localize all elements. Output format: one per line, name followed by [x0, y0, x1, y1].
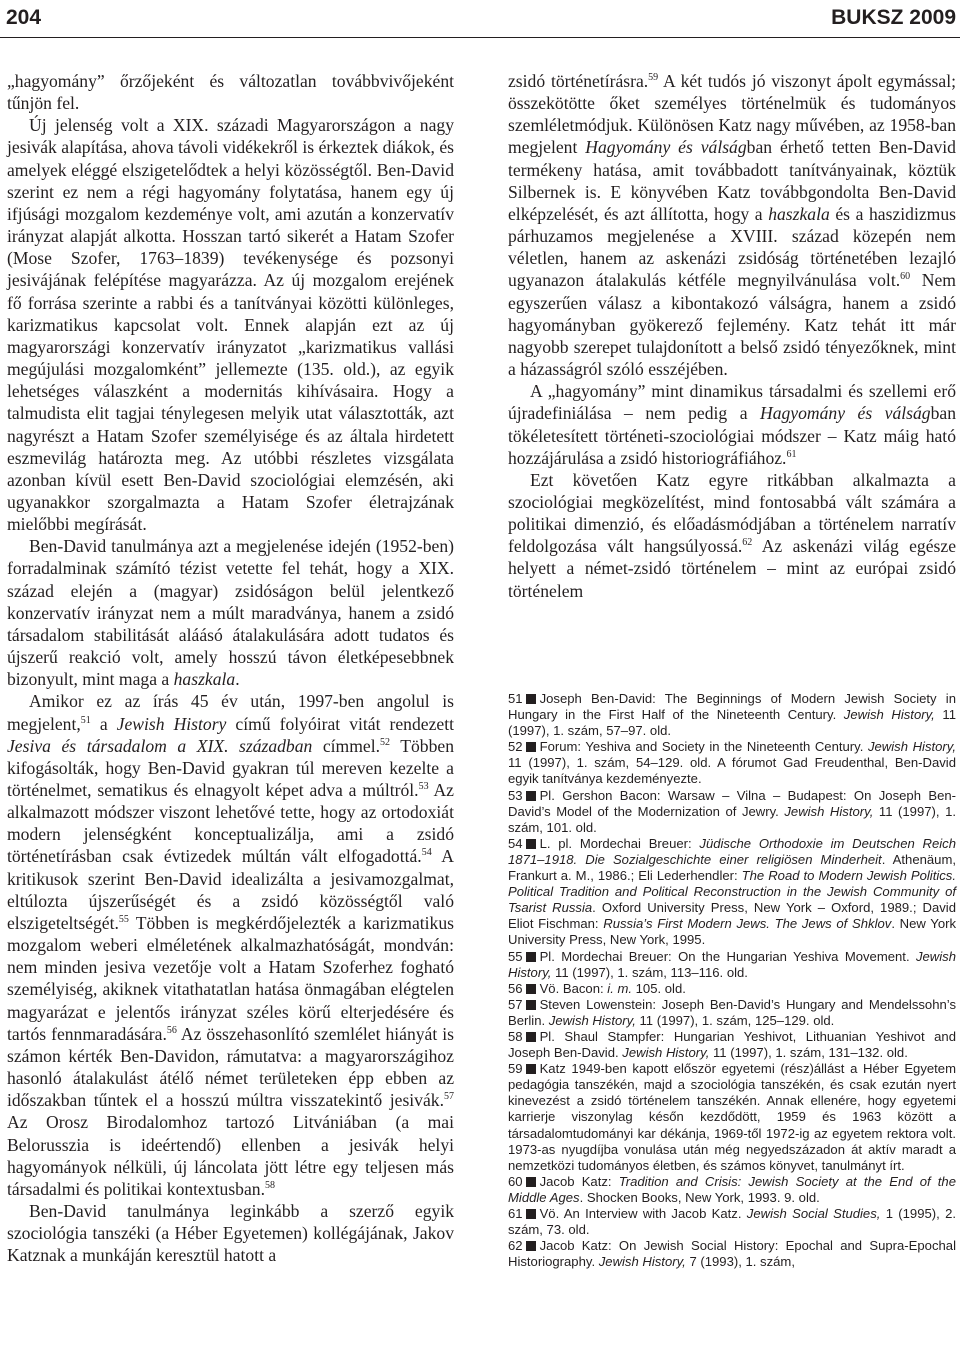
body-paragraph: Ben-David tanulmánya azt a megjelenése idején (1952-ben) forradalminak számító tézist vetette fel tehát, hogy a XIX. század elején a (magyar) zsidóságon belül jelentkező konzervatív irányzat nem a múlt maradványa, hanem a zsidó társadalom stabilitását aláásó átalakulására adott tudatos és újszerű reakció volt, amely hosszú távon életképesebbnek bizonyult, mint maga a haszkala. [7, 536, 454, 690]
left-column [7, 70, 454, 1266]
body-paragraph: Ezt követően Katz egyre ritkábban alkalmazta a szociológiai megközelítést, mind fontosabbá vált számára a politikai dimenzió, és előadásmódjában a történelem narratív feldolgozása vált hangsúlyossá.$^{62}$ Az askenázi világ egésze helyett a német-zsidó történelem – mint az európai zsidó történelem [508, 469, 957, 601]
footnote [508, 1174, 956, 1206]
footnote [508, 1061, 956, 1174]
footnote-square-icon [526, 1177, 536, 1187]
footnote-number: 59 [508, 1061, 523, 1077]
footnote [508, 836, 956, 949]
footnote-text: Steven Lowenstein: Joseph Ben-David’s Hungary and Mendelssohn’s Berlin. Jewish History, 11 (1997), 1. szám, 125–129. old. [508, 996, 956, 1028]
footnote-text: Joseph Ben-David: The Beginnings of Modern Jewish Society in Hungary in the First Half of the Nineteenth Century. Jewish History, 11 (1997), 1. szám, 57–97. old. [508, 691, 956, 739]
footnote-number: 60 [508, 1173, 523, 1189]
footnote [508, 739, 956, 787]
footnote-number: 61 [508, 1206, 523, 1221]
footnote-square-icon [526, 694, 536, 704]
footnote-text: Vö. Bacon: i. m. 105. old. [539, 980, 686, 996]
body-paragraph: „hagyomány” őrzőjeként és változatlan továbbvivőjeként tűnjön fel. [7, 71, 454, 114]
footnote [508, 997, 956, 1029]
body-paragraph: Új jelenség volt a XIX. századi Magyarországon a nagy jesivák alapítása, ahova távoli vidékekről is érkeztek diákok, és amelyek eléggé elszigetelődtek a helyi közösségtől. Ben-David szerint ez nem a régi hagyomány folytatása, hanem egy új ifjúsági mozgalom kezdeménye volt, ami azután a konzervatív irányzat alapját alkotta. Hosszan tartó sikerét a Hatam Szofer (Mose Szofer, 1763–1839) tevékenysége és pozsonyi jesivájának felépítése magyarázza. Az új mozgalom erejének fő forrása szerinte a rabbi és a tanítványai közötti különleges, karizmatikus kapcsolat volt. Ennek alapján ezt az új magyarországi konzervatív irányzatot „karizmatikus vallási megújulási mozgalomként” jellemezte (135. old.), az egyik lehetséges válaszként a modernitás kihívásaira. Hogy a talmudista elit tagjai ténylegesen melyik utat választották, azt nagyrészt a Hatam Szofer személyisége és az általa hirdetett eszmevilág határozta meg. Az utóbbi részletes vizsgálata azonban kívül esett Ben-David szociológiai elemzésén, aki ugyanakkor szorgalmazta a Hatam Szofer életrajzának mielőbbi megírását. [7, 115, 454, 535]
footnote-square-icon [526, 1241, 536, 1251]
footnote-text: Pl. Mordechai Breuer: On the Hungarian Yeshiva Movement. Jewish History, 11 (1997), 1. szám, 113–116. old. [508, 948, 956, 980]
footnote [508, 788, 956, 836]
right-column [508, 70, 956, 602]
footnotes [508, 691, 956, 1270]
footnote-number: 57 [508, 996, 523, 1012]
footnote-square-icon [526, 1000, 536, 1010]
footnote-number: 51 [508, 691, 523, 706]
footnote-text: Pl. Gershon Bacon: Warsaw – Vilna – Budapest: On Joseph Ben-David’s Model of the Modernization of Jewry. Jewish History, 11 (1997), 1. szám, 101. old. [508, 787, 956, 835]
footnote-text: Jacob Katz: Tradition and Crisis: Jewish Society at the End of the Middle Ages. Shocken Books, New York, 1993. 9. old. [508, 1173, 956, 1205]
footnote-number: 52 [508, 739, 523, 755]
footnote-square-icon [526, 1064, 536, 1074]
footnote-number: 55 [508, 948, 523, 964]
footnote [508, 949, 956, 981]
footnote-text: Katz 1949-ben kapott először egyetemi (rész)állást a Héber Egyetem pedagógia tanszékén, majd a szociológia tanszékén, és csak ezután nyert kinevezést a zsidó történelem tanszékén. Annak ellenére, hogy egyetemi karrierje viszonylag későn kezdődött, 1959 és 1963 között a társadalomtudományi kar dékánja, 1969-től 1972-ig az egyetem rektora volt. 1973-as nyugdíjba vonulása után még negyedszázadon át aktív maradt a nemzetközi tudományos életben, és számos könyvet, tanulmányt írt. [508, 1061, 956, 1173]
footnote [508, 1238, 956, 1270]
footnote-number: 54 [508, 835, 523, 851]
body-paragraph: A „hagyomány” mint dinamikus társadalmi és szellemi erő újradefiniálása – nem pedig a Hagyomány és válságban tökéletesített történeti-szociológiai módszer – Katz máig ható hozzájárulása a zsidó historiográfiához.$^{61}$ [508, 381, 956, 468]
footnote-square-icon [526, 984, 536, 994]
footnote-number: 53 [508, 787, 523, 803]
footnote-number: 56 [508, 980, 523, 996]
journal-title: BUKSZ 2009 [831, 6, 956, 29]
footnote-number: 58 [508, 1028, 523, 1044]
footnote-square-icon [526, 839, 536, 849]
footnote [508, 1029, 956, 1061]
footnote [508, 691, 956, 739]
page-header [0, 0, 960, 40]
footnote-square-icon [526, 952, 536, 962]
footnote [508, 1206, 956, 1238]
footnote-square-icon [526, 1032, 536, 1042]
footnote-text: Vö. An Interview with Jacob Katz. Jewish Social Studies, 1 (1995), 2. szám, 73. old. [508, 1206, 956, 1238]
footnote-number: 62 [508, 1238, 523, 1254]
page-number: 204 [6, 6, 42, 29]
body-paragraph: zsidó történetírásra.$^{59}$ A két tudós jó viszonyt ápolt egymással; összekötötte őket személyes történelmük és tudományos szemléletmódjuk. Különösen Katz nagy művében, az 1958-ban megjelent Hagyomány és válságban érhető tetten Ben-David termékeny hatása, amit továbbadott tanítványainak, köztük Silbernek is. E könyvében Katz továbbgondolta Ben-David elképzelését, és azt állította, hogy a haszkala és a haszidizmus párhuzamos megjelenése a XVIII. század közepén nem véletlen, hanem az askenázi zsidóság történetében lezajló ugyanazon átalakulás kétféle megnyilvánulása volt.$^{60}$ Nem egyszerűen válasz a kibontakozó válságra, hanem a zsidó hagyományban gyökerező fejlemény. Katz tehát itt már nagyobb szerepet tulajdonított a belső zsidó tényezőknek, mint a házasságról szóló esszéjében. [508, 71, 956, 380]
body-paragraph: Ben-David tanulmánya leginkább a szerző egyik szociológia tanszéki (a Héber Egyetemen) kollégájának, Jakov Katznak a munkáján keresztül hatott a [7, 1200, 454, 1266]
footnote-square-icon [526, 742, 536, 752]
footnote-square-icon [526, 1209, 536, 1219]
footnote-text: Forum: Yeshiva and Society in the Nineteenth Century. Jewish History, 11 (1997), 1. szám, 54–129. old. A fórumot Gad Freudenthal, Ben-David egyik tanítványa kezdeményezte. [508, 739, 956, 787]
footnote-text: L. pl. Mordechai Breuer: Jüdische Orthodoxie im Deutschen Reich 1871–1918. Die Sozialgeschichte einer religiösen Minderheit. Athenäum, Frankurt a. M., 1986.; Eli Lederhendler: The Road to Modern Jewish Politics. Political Tradition and Political Reconstruction in the Jewish Community of Tsarist Russia. Oxford University Press, New York – Oxford, 1989.; David Eliot Fischman: Russia’s First Modern Jews. The Jews of Shklov. New York University Press, New York, 1995. [508, 835, 957, 948]
footnote-square-icon [526, 791, 536, 801]
footnote [508, 981, 956, 997]
body-paragraph: Amikor ez az írás 45 év után, 1997-ben angolul is megjelent,$^{51}$ a Jewish History című folyóirat vitát rendezett Jesiva és társadalom a XIX. században címmel.$^{52}$ Többen kifogásolták, hogy Ben-David gyakran túl mereven kezelte a történelmet, sematikus és elnagyolt képet adva a múltról.$^{53}$ Az alkalmazott módszer viszont lehetővé tette, hogy az ortodoxiát modern jelenségként konceptualizálja, ami a zsidó történetírásban csak évtizedek múltán vált elfogadottá.$^{54}$ A kritikusok szerint Ben-David idealizálta a jesivamozgalmat, eltúlozta újszerűségét és a zsidó közösségtől való elszigeteltségét.$^{55}$ Többen is megkérdőjelezték a karizmatikus mozgalom weberi elméletének alkalmazhatóságát, mondván: nem minden jesiva vezetője volt a Hatam Szoferhez fogható személyiség, akiknek vitathatatlan hatása önmagában elégtelen magyarázat e jelentős irányzat széles körű elterjedésére és tartós fennmaradására.$^{56}$ Az összehasonlító szemlélet hiányát is számon kérték Ben-Davidon, rámutatva: a magyarországihoz hasonló átalakulást átélő német területeken épp ebben az időszakban tűntek el a hosszú múltra visszatekintő jesivák.$^{57}$ Az Orosz Birodalomhoz tartozó Litvániában (a mai Belorusszia is ideértendő) ellenben a jesivák helyi hagyományok nélküli, új láncolata jött létre egy teljesen más társadalmi és politikai kontextusban.$^{58}$ [7, 691, 454, 1199]
footnote-text: Jacob Katz: On Jewish Social History: Epochal and Supra-Epochal Historiography. Jewish History, 7 (1993), 1. szám, [508, 1238, 956, 1270]
footnote-text: Pl. Shaul Stampfer: Hungarian Yeshivot, Lithuanian Yeshivot and Joseph Ben-David. Jewish History, 11 (1997), 1. szám, 131–132. old. [508, 1028, 956, 1061]
header-rule [0, 37, 960, 38]
